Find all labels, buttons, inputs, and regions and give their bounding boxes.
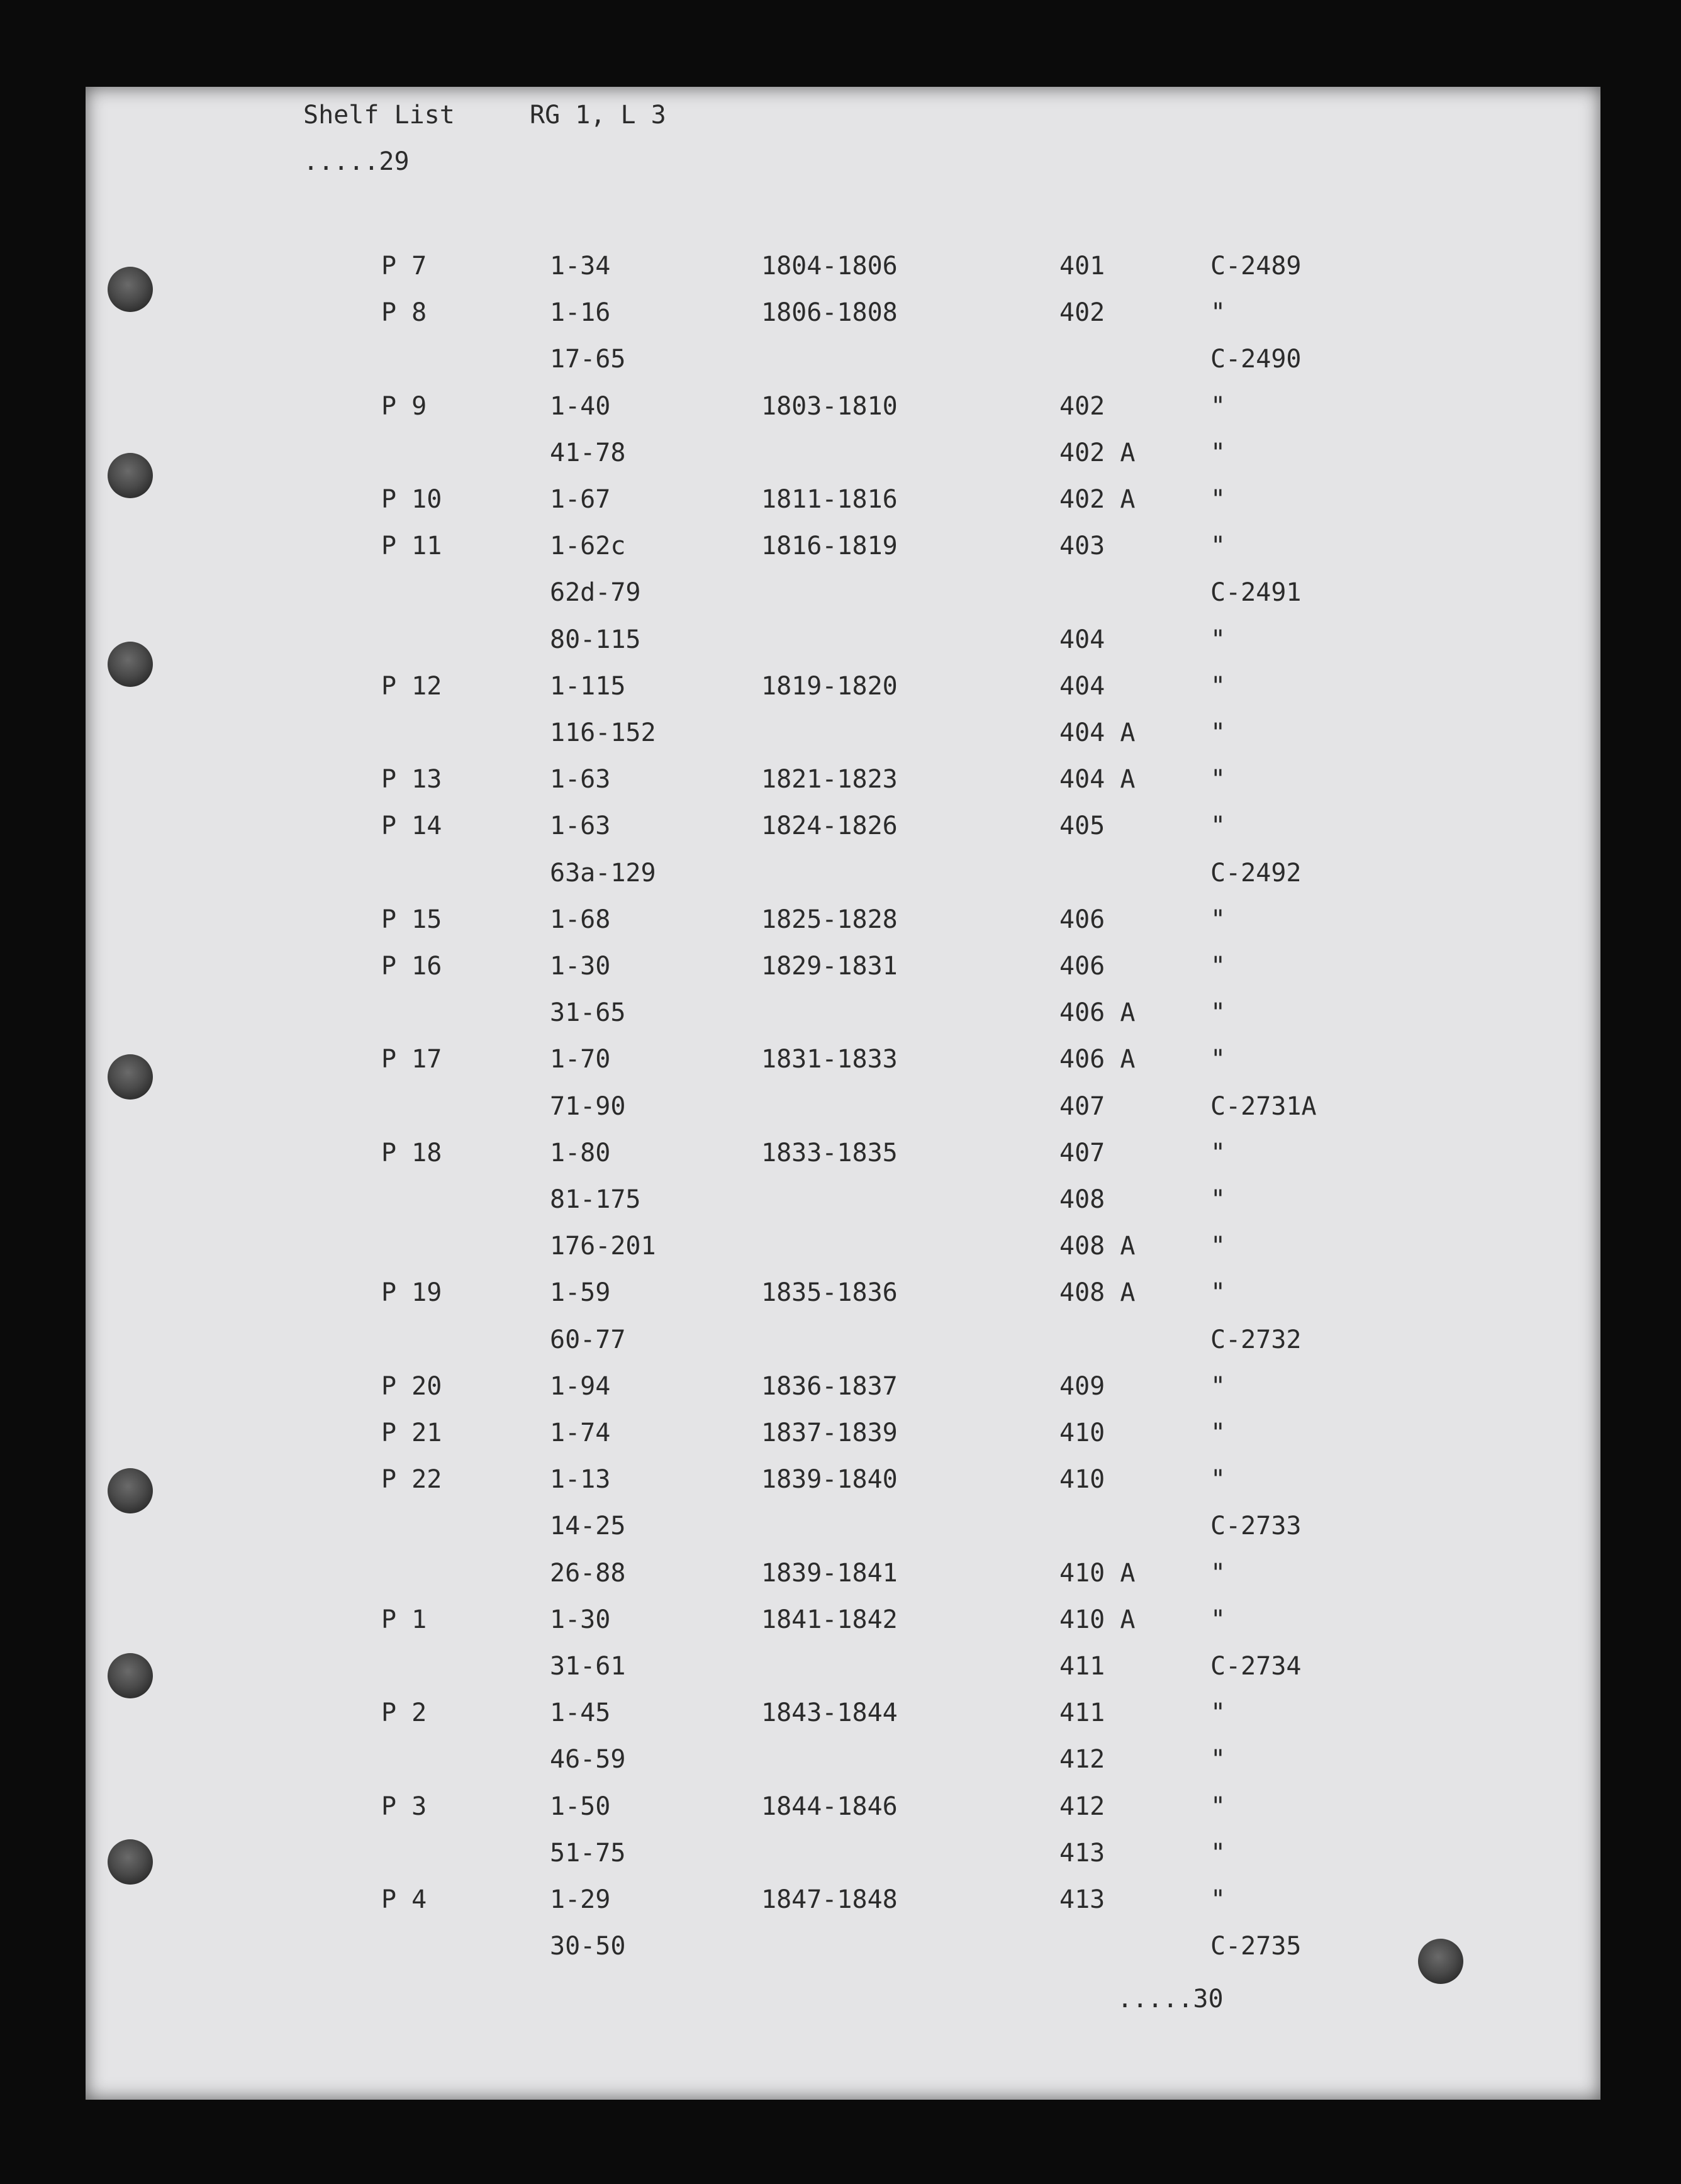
microfilm-reel: " bbox=[1210, 298, 1226, 328]
table-row bbox=[86, 1932, 1470, 1970]
part-number: P 1 bbox=[381, 1605, 427, 1634]
year-range: 1829-1831 bbox=[761, 952, 898, 981]
table-row bbox=[86, 1512, 1470, 1549]
box-number: 406 A bbox=[1059, 998, 1136, 1028]
item-range: 62d-79 bbox=[550, 578, 641, 608]
item-range: 26-88 bbox=[550, 1558, 626, 1588]
table-row bbox=[86, 718, 1470, 756]
item-range: 60-77 bbox=[550, 1325, 626, 1354]
box-number: 408 A bbox=[1059, 1232, 1136, 1261]
item-range: 1-62c bbox=[550, 532, 626, 561]
year-range: 1837-1839 bbox=[761, 1418, 898, 1447]
box-number: 402 bbox=[1059, 391, 1105, 421]
table-row bbox=[86, 485, 1470, 523]
table-row bbox=[86, 392, 1470, 430]
microfilm-reel: " bbox=[1210, 625, 1226, 654]
table-row bbox=[86, 532, 1470, 569]
item-range: 1-80 bbox=[550, 1138, 611, 1167]
microfilm-reel: " bbox=[1210, 1558, 1226, 1588]
box-number: 404 A bbox=[1059, 718, 1136, 747]
table-row bbox=[86, 1045, 1470, 1083]
part-number: P 10 bbox=[381, 485, 442, 514]
table-row bbox=[86, 1232, 1470, 1269]
part-number: P 13 bbox=[381, 765, 442, 794]
box-number: 409 bbox=[1059, 1371, 1105, 1401]
microfilm-reel: C-2492 bbox=[1210, 858, 1302, 888]
box-number: 408 A bbox=[1059, 1278, 1136, 1308]
year-range: 1824-1826 bbox=[761, 811, 898, 841]
item-range: 1-40 bbox=[550, 391, 611, 421]
year-range: 1831-1833 bbox=[761, 1045, 898, 1074]
microfilm-reel: " bbox=[1210, 1232, 1226, 1261]
box-number: 411 bbox=[1059, 1652, 1105, 1681]
part-number: P 18 bbox=[381, 1138, 442, 1167]
table-row bbox=[86, 1698, 1470, 1736]
box-number: 402 bbox=[1059, 298, 1105, 328]
table-row bbox=[86, 1418, 1470, 1456]
table-row bbox=[86, 765, 1470, 803]
item-range: 176-201 bbox=[550, 1232, 656, 1261]
table-row bbox=[86, 252, 1470, 289]
continued-from-page: .....29 bbox=[303, 147, 410, 176]
box-number: 401 bbox=[1059, 252, 1105, 281]
microfilm-reel: " bbox=[1210, 532, 1226, 561]
microfilm-reel: " bbox=[1210, 1418, 1226, 1447]
item-range: 30-50 bbox=[550, 1932, 626, 1961]
item-range: 1-115 bbox=[550, 671, 626, 701]
table-row bbox=[86, 1839, 1470, 1876]
year-range: 1844-1846 bbox=[761, 1791, 898, 1821]
table-row bbox=[86, 952, 1470, 989]
microfilm-reel: " bbox=[1210, 1045, 1226, 1074]
microfilm-reel: C-2734 bbox=[1210, 1652, 1302, 1681]
table-row bbox=[86, 998, 1470, 1036]
item-range: 1-29 bbox=[550, 1885, 611, 1914]
microfilm-reel: C-2732 bbox=[1210, 1325, 1302, 1354]
year-range: 1836-1837 bbox=[761, 1371, 898, 1401]
part-number: P 7 bbox=[381, 252, 427, 281]
microfilm-reel: " bbox=[1210, 438, 1226, 467]
box-number: 408 bbox=[1059, 1185, 1105, 1214]
item-range: 1-59 bbox=[550, 1278, 611, 1308]
box-number: 405 bbox=[1059, 811, 1105, 841]
item-range: 31-61 bbox=[550, 1652, 626, 1681]
microfilm-reel: " bbox=[1210, 485, 1226, 514]
box-number: 404 A bbox=[1059, 765, 1136, 794]
microfilm-reel: " bbox=[1210, 1465, 1226, 1495]
item-range: 80-115 bbox=[550, 625, 641, 654]
year-range: 1825-1828 bbox=[761, 905, 898, 934]
box-number: 413 bbox=[1059, 1885, 1105, 1914]
microfilm-reel: " bbox=[1210, 1698, 1226, 1728]
table-row bbox=[86, 811, 1470, 849]
box-number: 411 bbox=[1059, 1698, 1105, 1728]
table-row bbox=[86, 1465, 1470, 1503]
table-row bbox=[86, 1372, 1470, 1410]
box-number: 410 bbox=[1059, 1465, 1105, 1495]
microfilm-reel: " bbox=[1210, 1885, 1226, 1914]
part-number: P 8 bbox=[381, 298, 427, 328]
part-number: P 2 bbox=[381, 1698, 427, 1728]
box-number: 406 A bbox=[1059, 1045, 1136, 1074]
item-range: 1-70 bbox=[550, 1045, 611, 1074]
part-number: P 15 bbox=[381, 905, 442, 934]
table-row bbox=[86, 672, 1470, 710]
part-number: P 11 bbox=[381, 532, 442, 561]
microfilm-reel: " bbox=[1210, 1838, 1226, 1868]
microfilm-reel: " bbox=[1210, 1605, 1226, 1634]
item-range: 1-16 bbox=[550, 298, 611, 328]
item-range: 1-68 bbox=[550, 905, 611, 934]
microfilm-reel: C-2735 bbox=[1210, 1932, 1302, 1961]
table-row bbox=[86, 438, 1470, 476]
year-range: 1847-1848 bbox=[761, 1885, 898, 1914]
box-number: 407 bbox=[1059, 1091, 1105, 1121]
box-number: 412 bbox=[1059, 1745, 1105, 1774]
box-number: 410 A bbox=[1059, 1558, 1136, 1588]
box-number: 412 bbox=[1059, 1791, 1105, 1821]
microfilm-reel: " bbox=[1210, 1278, 1226, 1308]
item-range: 14-25 bbox=[550, 1512, 626, 1541]
box-number: 402 A bbox=[1059, 438, 1136, 467]
year-range: 1821-1823 bbox=[761, 765, 898, 794]
table-row bbox=[86, 1559, 1470, 1596]
box-number: 410 bbox=[1059, 1418, 1105, 1447]
item-range: 1-50 bbox=[550, 1791, 611, 1821]
box-number: 410 A bbox=[1059, 1605, 1136, 1634]
box-number: 404 bbox=[1059, 671, 1105, 701]
microfilm-reel: " bbox=[1210, 952, 1226, 981]
year-range: 1839-1841 bbox=[761, 1558, 898, 1588]
year-range: 1833-1835 bbox=[761, 1138, 898, 1167]
part-number: P 19 bbox=[381, 1278, 442, 1308]
year-range: 1841-1842 bbox=[761, 1605, 898, 1634]
table-row bbox=[86, 345, 1470, 382]
item-range: 31-65 bbox=[550, 998, 626, 1028]
box-number: 407 bbox=[1059, 1138, 1105, 1167]
item-range: 41-78 bbox=[550, 438, 626, 467]
item-range: 1-30 bbox=[550, 1605, 611, 1634]
item-range: 1-13 bbox=[550, 1465, 611, 1495]
table-row bbox=[86, 1885, 1470, 1923]
box-number: 406 bbox=[1059, 905, 1105, 934]
shelf-list-title: Shelf List bbox=[303, 101, 455, 130]
table-row bbox=[86, 1278, 1470, 1316]
item-range: 1-74 bbox=[550, 1418, 611, 1447]
box-number: 403 bbox=[1059, 532, 1105, 561]
part-number: P 16 bbox=[381, 952, 442, 981]
item-range: 1-63 bbox=[550, 811, 611, 841]
microfilm-reel: " bbox=[1210, 1185, 1226, 1214]
microfilm-reel: " bbox=[1210, 1371, 1226, 1401]
year-range: 1839-1840 bbox=[761, 1465, 898, 1495]
microfilm-reel: " bbox=[1210, 391, 1226, 421]
table-row bbox=[86, 1652, 1470, 1690]
item-range: 1-94 bbox=[550, 1371, 611, 1401]
item-range: 71-90 bbox=[550, 1091, 626, 1121]
part-number: P 20 bbox=[381, 1371, 442, 1401]
microfilm-reel: " bbox=[1210, 1791, 1226, 1821]
box-number: 404 bbox=[1059, 625, 1105, 654]
microfilm-reel: C-2731A bbox=[1210, 1091, 1317, 1121]
year-range: 1811-1816 bbox=[761, 485, 898, 514]
microfilm-reel: C-2491 bbox=[1210, 578, 1302, 608]
microfilm-reel: " bbox=[1210, 811, 1226, 841]
microfilm-reel: " bbox=[1210, 765, 1226, 794]
microfilm-reel: " bbox=[1210, 905, 1226, 934]
item-range: 17-65 bbox=[550, 345, 626, 374]
table-row bbox=[86, 578, 1470, 616]
year-range: 1806-1808 bbox=[761, 298, 898, 328]
microfilm-reel: " bbox=[1210, 1138, 1226, 1167]
year-range: 1816-1819 bbox=[761, 532, 898, 561]
table-row bbox=[86, 1745, 1470, 1783]
item-range: 1-45 bbox=[550, 1698, 611, 1728]
microfilm-reel: C-2489 bbox=[1210, 252, 1302, 281]
item-range: 1-63 bbox=[550, 765, 611, 794]
box-number: 406 bbox=[1059, 952, 1105, 981]
year-range: 1804-1806 bbox=[761, 252, 898, 281]
item-range: 51-75 bbox=[550, 1838, 626, 1868]
part-number: P 22 bbox=[381, 1465, 442, 1495]
table-row bbox=[86, 1605, 1470, 1643]
box-number: 413 bbox=[1059, 1838, 1105, 1868]
continued-to-page: .....30 bbox=[1117, 1985, 1224, 2014]
part-number: P 9 bbox=[381, 391, 427, 421]
table-row bbox=[86, 1325, 1470, 1363]
record-group-reference: RG 1, L 3 bbox=[530, 101, 666, 130]
table-row bbox=[86, 859, 1470, 896]
item-range: 1-34 bbox=[550, 252, 611, 281]
microfilm-reel: " bbox=[1210, 1745, 1226, 1774]
year-range: 1843-1844 bbox=[761, 1698, 898, 1728]
part-number: P 4 bbox=[381, 1885, 427, 1914]
box-number: 402 A bbox=[1059, 485, 1136, 514]
year-range: 1819-1820 bbox=[761, 671, 898, 701]
item-range: 1-67 bbox=[550, 485, 611, 514]
part-number: P 21 bbox=[381, 1418, 442, 1447]
part-number: P 17 bbox=[381, 1045, 442, 1074]
item-range: 81-175 bbox=[550, 1185, 641, 1214]
item-range: 63a-129 bbox=[550, 858, 656, 888]
table-row bbox=[86, 298, 1470, 336]
table-row bbox=[86, 1139, 1470, 1176]
item-range: 1-30 bbox=[550, 952, 611, 981]
microfilm-reel: C-2733 bbox=[1210, 1512, 1302, 1541]
document-page bbox=[86, 87, 1600, 2100]
table-row bbox=[86, 625, 1470, 663]
part-number: P 3 bbox=[381, 1791, 427, 1821]
microfilm-reel: " bbox=[1210, 671, 1226, 701]
table-row bbox=[86, 1092, 1470, 1130]
item-range: 116-152 bbox=[550, 718, 656, 747]
part-number: P 14 bbox=[381, 811, 442, 841]
year-range: 1803-1810 bbox=[761, 391, 898, 421]
microfilm-reel: " bbox=[1210, 998, 1226, 1028]
microfilm-reel: C-2490 bbox=[1210, 345, 1302, 374]
part-number: P 12 bbox=[381, 671, 442, 701]
year-range: 1835-1836 bbox=[761, 1278, 898, 1308]
table-row bbox=[86, 1792, 1470, 1830]
table-row bbox=[86, 1185, 1470, 1223]
table-row bbox=[86, 905, 1470, 943]
item-range: 46-59 bbox=[550, 1745, 626, 1774]
microfilm-reel: " bbox=[1210, 718, 1226, 747]
